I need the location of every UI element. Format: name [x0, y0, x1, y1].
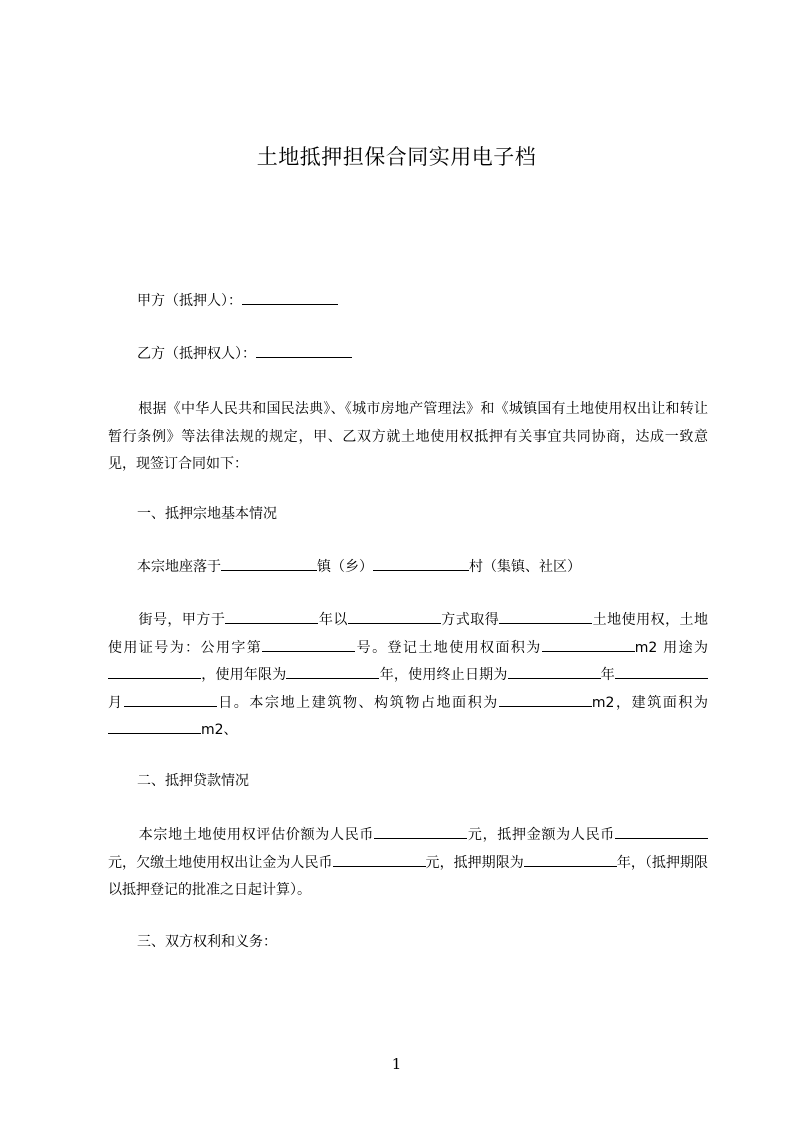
- land-right-blank: [499, 609, 592, 624]
- section1-heading: 一、抵押宗地基本情况: [137, 506, 277, 522]
- acquire-year-blank: [225, 609, 318, 624]
- unpaid-fee-blank: [333, 852, 426, 867]
- loan-text-2: 元，抵押金额为人民币: [467, 827, 616, 843]
- details-text-12: m2，建筑面积为: [591, 694, 709, 711]
- details-text-6: m2 用途为: [634, 639, 708, 656]
- party-a-label: 甲方（抵押人）：: [137, 293, 242, 309]
- details-text-11: 日。本宗地上建筑物、构筑物占地面积为: [216, 694, 499, 711]
- loan-text-3: 元，欠缴土地使用权出让金为人民币: [108, 854, 333, 871]
- details-text-3: 方式取得: [440, 612, 500, 628]
- location-text-3: 村（集镇、社区）: [469, 559, 581, 575]
- section3-heading: 三、双方权利和义务：: [137, 934, 277, 950]
- end-month-blank: [615, 664, 708, 679]
- details-text-7: ，使用年限为: [201, 667, 287, 683]
- preamble-text: 根据《中华人民共和国民法典》、《城市房地产管理法》和《城镇国有土地使用权出让和转让暂行条例》等法律法规的规定，甲、乙双方就土地使用权抵押有关事宜共同协商，达成一致意见，现签订合同如下：: [108, 401, 708, 472]
- valuation-blank: [374, 824, 467, 839]
- party-b-label: 乙方（抵押权人）：: [137, 346, 256, 362]
- town-blank: [221, 556, 317, 571]
- loan-text-1: 本宗地土地使用权评估价额为人民币: [138, 827, 375, 843]
- party-b-blank: [256, 343, 352, 358]
- preamble-paragraph: [108, 396, 708, 479]
- end-day-blank: [124, 692, 217, 707]
- details-text-5: 号。登记土地使用权面积为: [355, 639, 542, 656]
- loan-text-5: 年，（抵押期限以抵押登记的批准之日起计算）。: [108, 854, 709, 898]
- end-year-blank: [508, 664, 601, 679]
- details-text-4: 土地使用权，土地使用证号为：公用字第: [108, 612, 709, 656]
- details-text-10: 月: [108, 694, 124, 711]
- location-line: [137, 556, 581, 577]
- area-blank: [542, 637, 635, 652]
- location-text-2: 镇（乡）: [317, 559, 373, 575]
- party-b-line: [137, 343, 352, 364]
- section2-heading: 二、抵押贷款情况: [137, 773, 249, 789]
- village-blank: [373, 556, 469, 571]
- mortgage-amount-blank: [615, 824, 708, 839]
- loan-text-4: 元，抵押期限为: [425, 854, 524, 871]
- building-area-blank: [108, 719, 201, 734]
- page-number: 1: [391, 1055, 402, 1073]
- term-blank: [286, 664, 379, 679]
- details-text-9: 年: [600, 667, 616, 683]
- details-text-1: 街号，甲方于: [138, 612, 226, 628]
- loan-paragraph: [108, 822, 708, 905]
- usage-blank: [108, 664, 201, 679]
- footprint-blank: [499, 692, 592, 707]
- acquire-method-blank: [348, 609, 441, 624]
- land-details-paragraph: [108, 607, 708, 745]
- details-text-8: 年，使用终止日期为: [379, 667, 508, 683]
- mortgage-term-blank: [524, 852, 617, 867]
- details-text-13: m2、: [201, 722, 238, 738]
- details-text-2: 年以: [318, 612, 348, 628]
- location-text-1: 本宗地座落于: [137, 559, 221, 575]
- party-a-line: [137, 290, 338, 311]
- document-title: 土地抵押担保合同实用电子档: [256, 145, 537, 169]
- cert-number-blank: [262, 637, 355, 652]
- party-a-blank: [242, 290, 338, 305]
